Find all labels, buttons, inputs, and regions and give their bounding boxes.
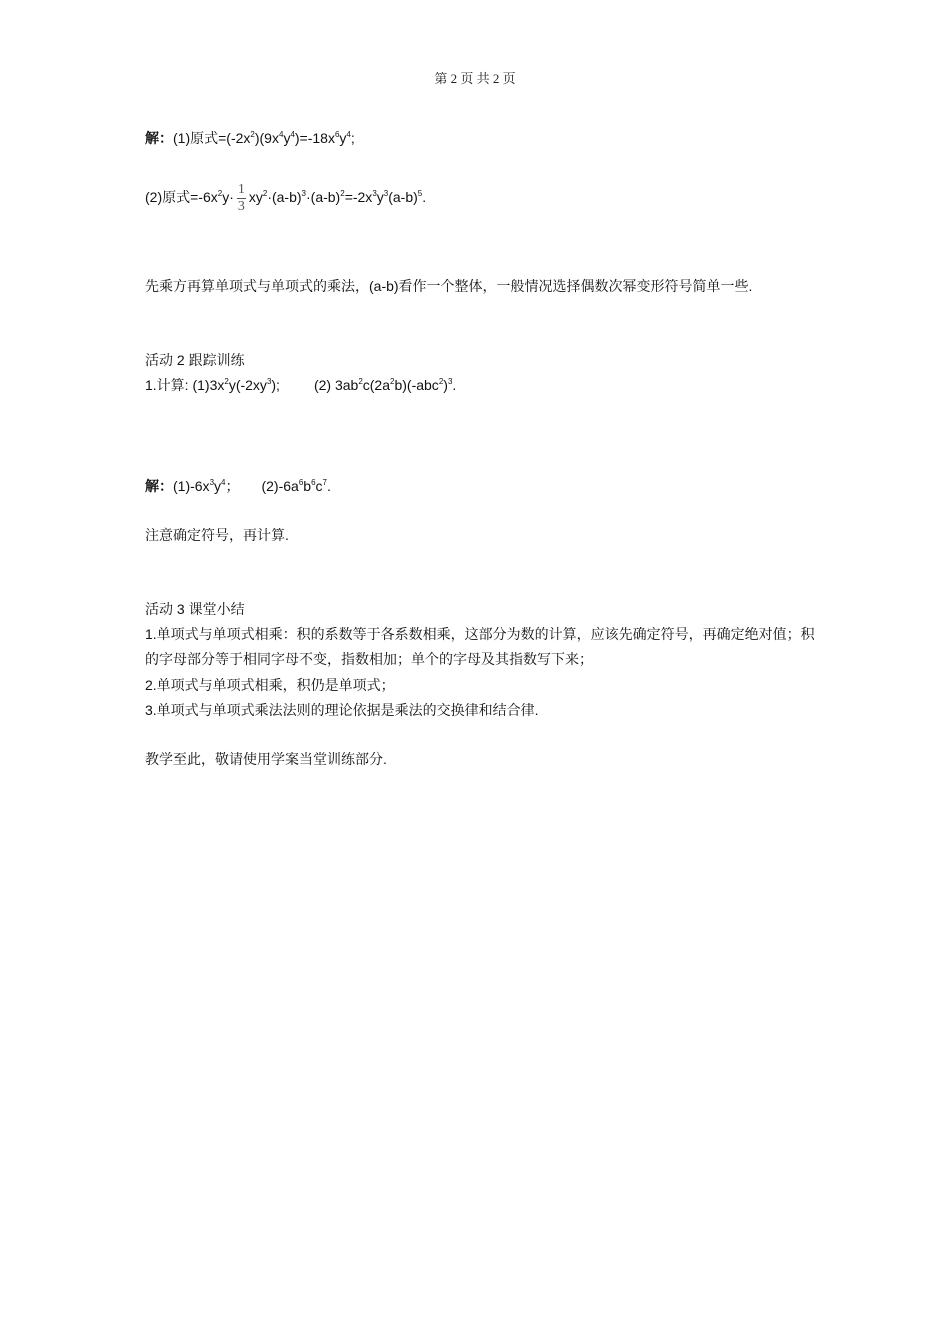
fraction xyxy=(237,182,246,215)
math-text: c(2a xyxy=(362,377,390,393)
exponent: 6 xyxy=(334,130,340,139)
math-text: ·(a-b) xyxy=(306,189,341,205)
math-text: (1)原式=(-2x xyxy=(173,130,251,146)
summary-item-2: 2.单项式与单项式相乘，积仍是单项式； xyxy=(145,677,395,693)
math-text: (1)-6x xyxy=(173,478,210,494)
exponent: 2 xyxy=(390,377,395,386)
math-text: ); xyxy=(271,377,280,393)
exponent: 2 xyxy=(438,377,444,386)
math-text: ； xyxy=(225,478,240,494)
exponent: 3 xyxy=(301,189,306,198)
activity-3-title: 活动 3 课堂小结 xyxy=(145,601,245,617)
math-text: ·(a-b) xyxy=(267,189,302,205)
math-text: (a-b) xyxy=(388,189,418,205)
math-text: 1.计算: (1)3x xyxy=(145,377,225,393)
exponent: 3 xyxy=(266,377,272,386)
exponent: 7 xyxy=(322,478,327,487)
summary-item-1: 1.单项式与单项式相乘：积的系数等于各系数相乘，这部分为数的计算，应该先确定符号，再确定绝对值；积的字母部分等于相同字母不变，指数相加；单个的字母及其指数写下来； xyxy=(145,626,815,667)
math-text: y· xyxy=(222,189,234,205)
solution-2-line xyxy=(145,180,426,215)
math-text: (2)-6a xyxy=(261,478,299,494)
exponent: 2 xyxy=(358,377,363,386)
exponent: 6 xyxy=(311,478,316,487)
solution-label: 解： xyxy=(145,130,173,146)
math-text: ; xyxy=(350,130,355,146)
math-text: )=-18x xyxy=(294,130,335,146)
math-text: (2) 3ab xyxy=(313,377,359,393)
math-text: y xyxy=(339,130,347,146)
solution-1-line xyxy=(145,128,355,148)
solution-3-line xyxy=(145,476,331,496)
exponent: 4 xyxy=(346,130,351,139)
math-text: . xyxy=(422,189,427,205)
exponent: 4 xyxy=(278,130,284,139)
math-text: b xyxy=(303,478,312,494)
solution-label: 解： xyxy=(145,478,173,494)
math-text: xy xyxy=(248,189,263,205)
math-text: y xyxy=(214,478,222,494)
math-text: (2)原式=-6x xyxy=(145,189,218,205)
exponent: 2 xyxy=(262,189,268,198)
exponent: 4 xyxy=(290,130,295,139)
math-text: b)(-abc xyxy=(394,377,439,393)
exponent: 3 xyxy=(209,478,215,487)
math-text: c xyxy=(315,478,323,494)
exponent: 2 xyxy=(340,189,345,198)
exponent: 4 xyxy=(221,478,226,487)
closing-line: 教学至此，敬请使用学案当堂训练部分. xyxy=(145,751,387,767)
math-text: y(-2xy xyxy=(228,377,267,393)
exponent: 2 xyxy=(224,377,229,386)
note-line: 注意确定符号，再计算. xyxy=(145,527,289,543)
fraction-numerator: 1 xyxy=(237,181,245,197)
page-header: 第 2 页 共 2 页 xyxy=(434,71,516,86)
math-text: )(9x xyxy=(254,130,279,146)
exponent: 3 xyxy=(447,377,453,386)
activity-2-title: 活动 2 跟踪训练 xyxy=(145,352,245,368)
summary-item-3: 3.单项式与单项式乘法法则的理论依据是乘法的交换律和结合律. xyxy=(145,702,539,718)
note-paragraph: 先乘方再算单项式与单项式的乘法，(a-b)看作一个整体，一般情况选择偶数次幂变形符号简单一些. xyxy=(145,278,753,294)
math-text: =-2x xyxy=(344,189,373,205)
exponent: 3 xyxy=(383,189,389,198)
math-text: y xyxy=(283,130,291,146)
activity-2-question xyxy=(145,375,456,395)
math-text: . xyxy=(452,377,457,393)
math-text: y xyxy=(376,189,384,205)
exponent: 5 xyxy=(417,189,423,198)
fraction-denominator: 3 xyxy=(237,198,245,214)
exponent: 2 xyxy=(250,130,255,139)
math-text: . xyxy=(326,478,331,494)
exponent: 2 xyxy=(217,189,223,198)
exponent: 3 xyxy=(372,189,377,198)
math-text: ) xyxy=(443,377,448,393)
exponent: 6 xyxy=(298,478,304,487)
